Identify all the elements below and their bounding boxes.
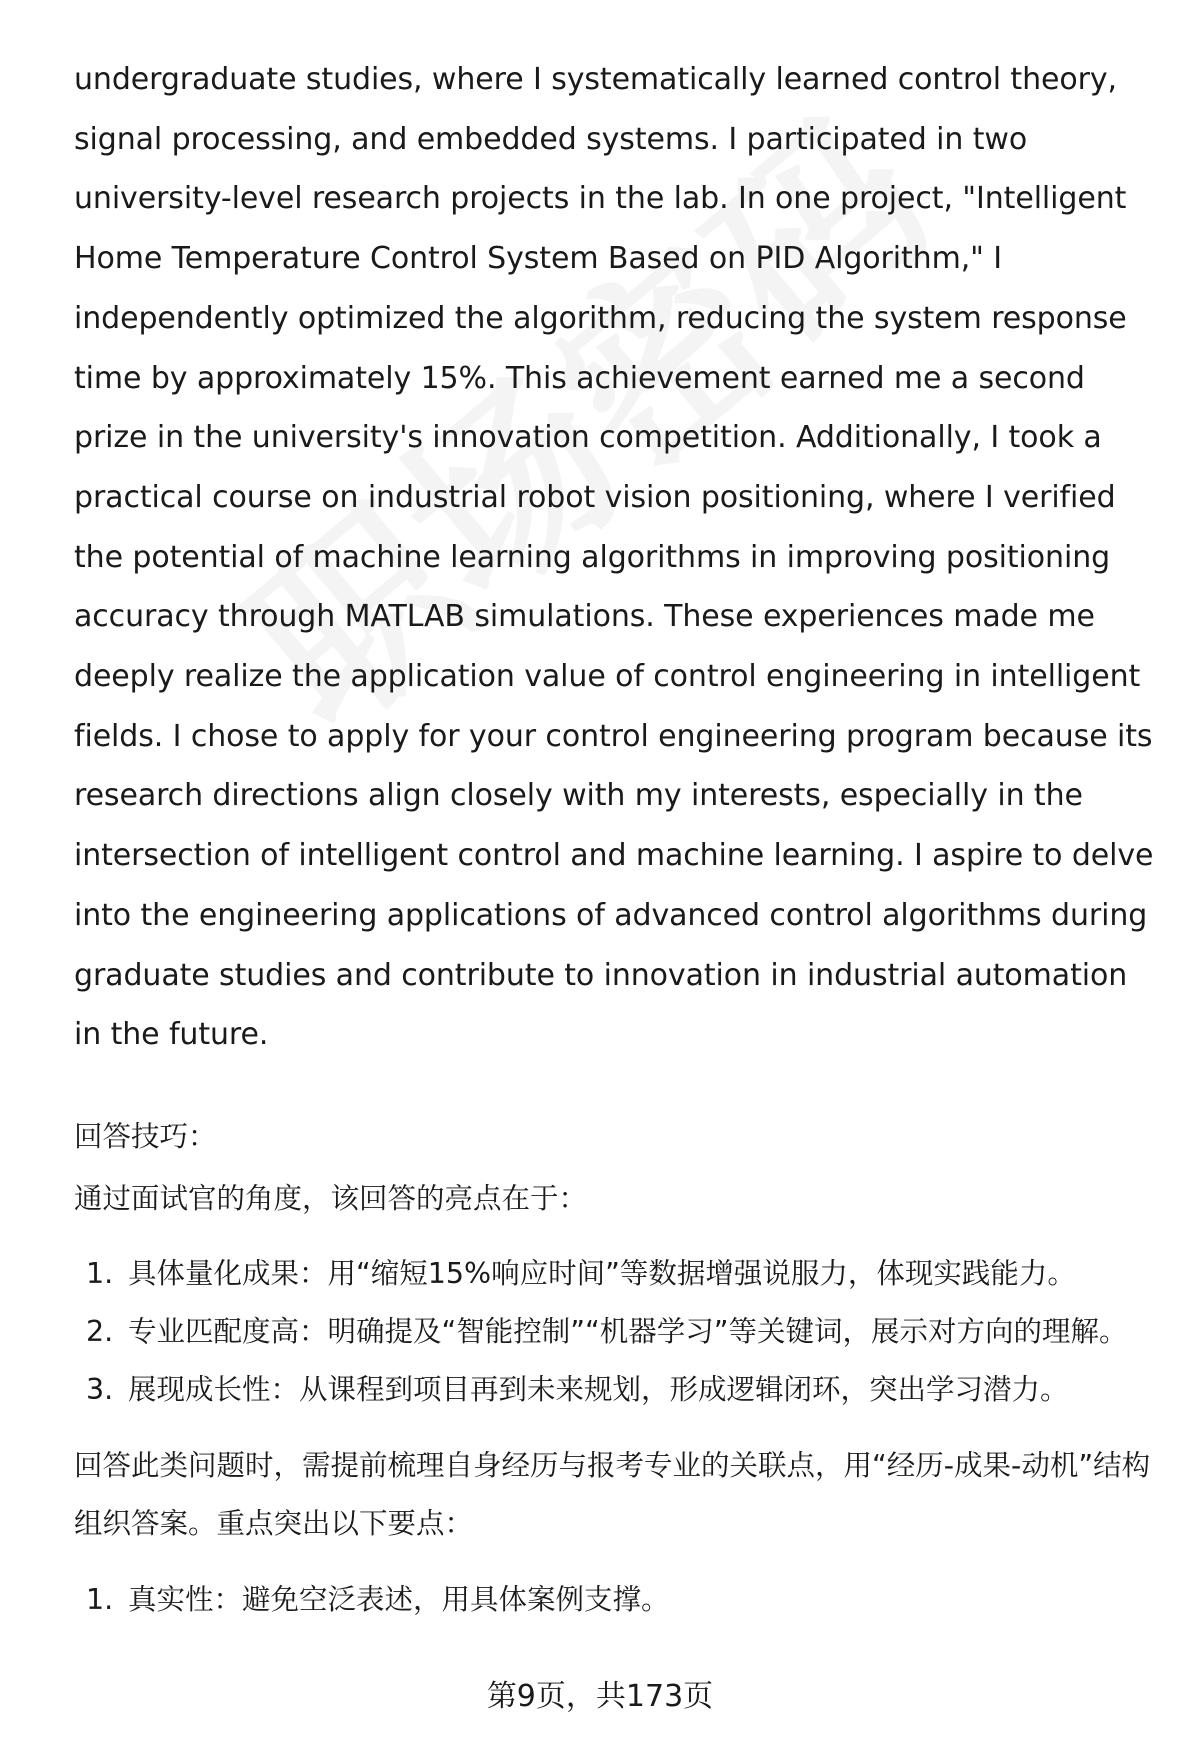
list-item [74, 1571, 1160, 1629]
list-item [74, 1303, 1160, 1361]
list-number: 3. [86, 1372, 114, 1406]
list-item [74, 1361, 1160, 1419]
list-number: 1. [86, 1582, 114, 1616]
list-number: 1. [86, 1256, 114, 1290]
page-footer: 第9页，共173页 [486, 1679, 714, 1714]
list-item [74, 1245, 1160, 1303]
document-page [74, 50, 1160, 1629]
highlight-list [74, 1245, 1160, 1419]
list-text: 具体量化成果：用“缩短15%响应时间”等数据增强说服力，体现实践能力。 [128, 1256, 1076, 1290]
advice-paragraph: 回答此类问题时，需提前梳理自身经历与报考专业的关联点，用“经历-成果-动机”结构组织答案。重点突出以下要点： [74, 1448, 1151, 1540]
list-text: 专业匹配度高：明确提及“智能控制”“机器学习”等关键词，展示对方向的理解。 [128, 1314, 1128, 1348]
key-points-list [74, 1571, 1160, 1629]
list-number: 2. [86, 1314, 114, 1348]
list-text: 真实性：避免空泛表述，用具体案例支撑。 [128, 1582, 670, 1616]
list-text: 展现成长性：从课程到项目再到未来规划，形成逻辑闭环，突出学习潜力。 [128, 1372, 1069, 1406]
body-paragraph: undergraduate studies, where I systematically learned control theory, signal processing, and embedded systems. I participated in two university-level research projects in the lab. In one project, "Intelligent Home Temperature Control System Based on PID Algorithm," I independently optimized the algorithm, reducing the system response time by approximately 15%. This achievement earned me a second prize in the university's innovation competition. Additionally, I took a practical course on industrial robot vision positioning, where I verified the potential of machine learning algorithms in improving positioning accuracy through MATLAB simulations. These experiences made me deeply realize the application value of control engineering in intelligent fields. I chose to apply for your control engineering program because its research directions align closely with my interests, especially in the intersection of intelligent control and machine learning. I aspire to delve into the engineering applications of advanced control algorithms during graduate studies and contribute to innovation in industrial automation in the future. [74, 62, 1154, 1053]
tips-title: 回答技巧： [74, 1119, 217, 1153]
tips-subtitle: 通过面试官的角度，该回答的亮点在于： [74, 1181, 588, 1215]
